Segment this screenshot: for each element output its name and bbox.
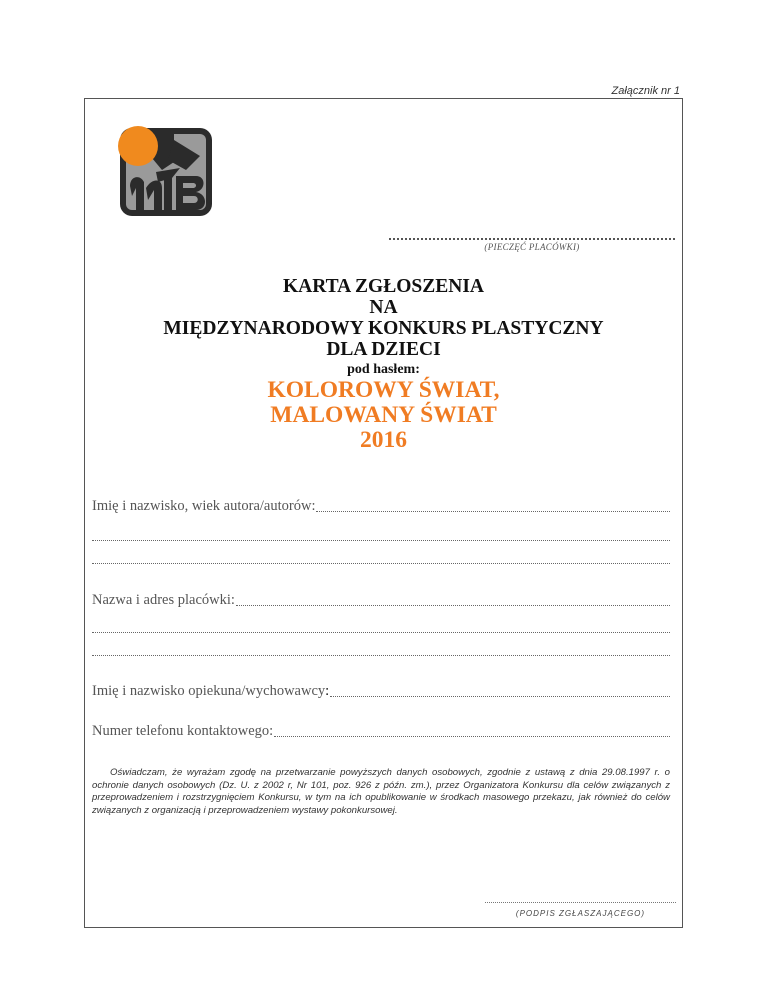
guardian-field-label: Imię i nazwisko opiekuna/wychowawcy (92, 683, 326, 699)
institution-field[interactable] (92, 592, 670, 609)
motto-line-2: MALOWANY ŚWIAT (270, 402, 497, 428)
phone-field[interactable] (92, 723, 670, 740)
stamp-line (389, 238, 675, 240)
title-block (84, 276, 683, 453)
annex-label: Załącznik nr 1 (611, 85, 680, 97)
signature-label: (PODPIS ZGŁASZAJĄCEGO) (515, 909, 646, 918)
phone-field-label: Numer telefonu kontaktowego: (92, 723, 274, 739)
institution-field-line-3[interactable] (92, 655, 670, 656)
institution-field-line-2[interactable] (92, 632, 670, 633)
guardian-field-colon: : (325, 683, 330, 699)
institution-field-label: Nazwa i adres placówki: (92, 592, 235, 608)
motto-line-1: KOLOROWY ŚWIAT, (267, 377, 500, 403)
consent-statement: Oświadczam, że wyrażam zgodę na przetwarzanie powyższych danych osobowych, zgodnie z ustawą z dnia 29.08.1997 r. o ochronie danych osobowych (Dz. U. z 2002 r, Nr 101, poz. 926 z późn. zm.), przez Organizatora Konkursu dla celów związanych z przeprowadzeniem i rozstrzygnięciem Konkursu, w tym na ich opublikowanie w środkach masowego przekazu, jak również do celów związanych z organizacją i przeprowadzeniem wystawy pokonkursowej. (92, 767, 670, 816)
author-field-label: Imię i nazwisko, wiek autora/autorów: (92, 498, 316, 514)
title-line-2: NA (369, 297, 398, 318)
guardian-field[interactable] (92, 683, 670, 700)
title-line-1: KARTA ZGŁOSZENIA (282, 276, 485, 297)
institution-field-line[interactable] (236, 605, 670, 606)
title-line-4: DLA DZIECI (326, 339, 441, 360)
author-field[interactable] (92, 498, 670, 515)
phone-field-line[interactable] (274, 736, 670, 737)
signature-line[interactable] (485, 902, 676, 903)
guardian-field-line[interactable] (330, 696, 670, 697)
stamp-label: (PIECZĘĆ PLACÓWKI) (484, 242, 580, 252)
subtitle: pod hasłem: (347, 362, 420, 377)
title-line-3: MIĘDZYNARODOWY KONKURS PLASTYCZNY (163, 318, 604, 339)
institution-logo (116, 126, 214, 218)
author-field-line-3[interactable] (92, 563, 670, 564)
author-field-line[interactable] (316, 511, 670, 512)
author-field-line-2[interactable] (92, 540, 670, 541)
contest-year: 2016 (360, 427, 407, 453)
